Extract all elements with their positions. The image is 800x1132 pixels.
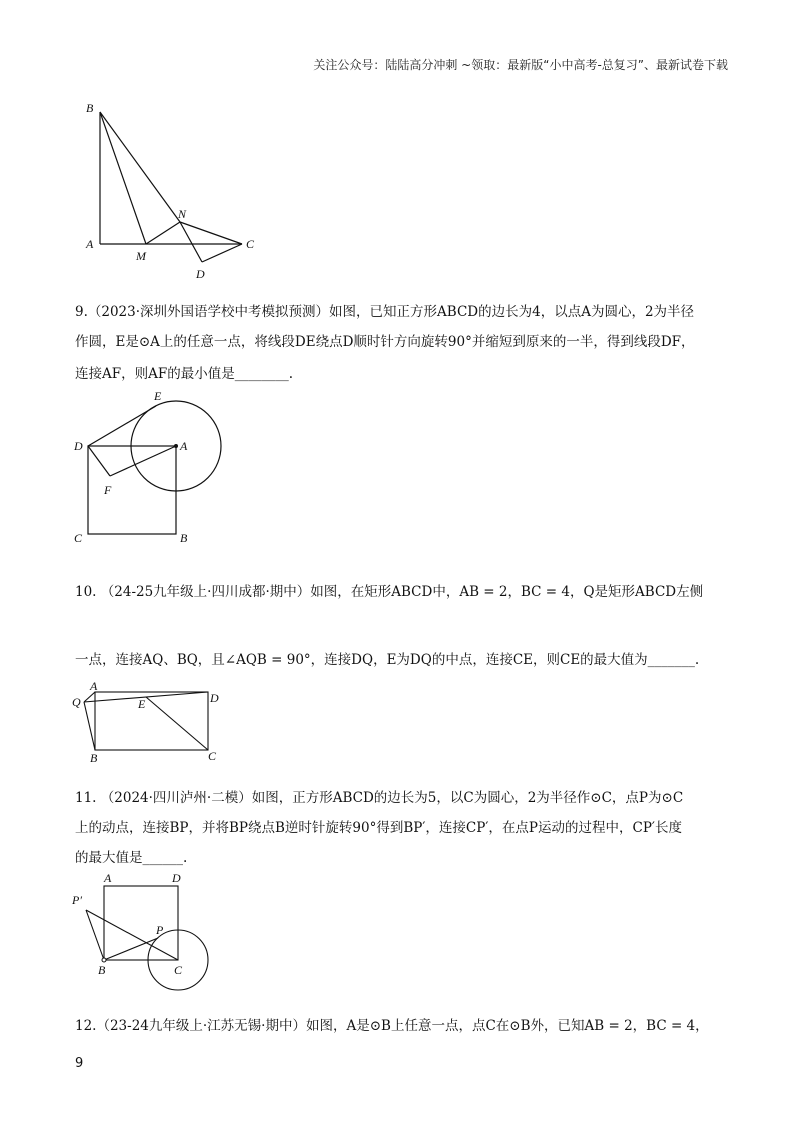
label-M: M	[136, 249, 146, 263]
figure-10	[70, 679, 230, 766]
label-D: D	[196, 267, 205, 281]
label-E: E	[154, 389, 162, 403]
figure-8	[80, 98, 270, 288]
problem-11-line-1: 11. （2024·四川泸州·二模）如图，正方形ABCD的边长为5，以C为圆心，2为半径作⊙C，点P为⊙C	[75, 790, 684, 806]
label-D: D	[172, 871, 181, 885]
label-F: F	[104, 483, 112, 497]
label-B: B	[90, 751, 98, 765]
problem-10-line-1: 10. （24-25九年级上·四川成都·期中）如图，在矩形ABCD中，AB = 2，BC = 4，Q是矩形ABCD左侧	[75, 584, 704, 600]
label-D: D	[74, 439, 83, 453]
label-A: A	[90, 679, 98, 693]
problem-9-line-1: 9.（2023·深圳外国语学校中考模拟预测）如图，已知正方形ABCD的边长为4，以点A为圆心，2为半径	[75, 304, 695, 320]
label-P: P	[156, 923, 164, 937]
label-A: A	[86, 237, 94, 251]
label-B: B	[98, 963, 106, 977]
label-Q: Q	[72, 695, 81, 709]
problem-10-line-2: 一点，连接AQ、BQ，且∠AQB = 90°，连接DQ，E为DQ的中点，连接CE，则CE的最大值为_______.	[75, 652, 700, 668]
label-B: B	[180, 531, 188, 545]
page-number: 9	[75, 1056, 84, 1071]
page-header: 关注公众号：陆陆高分冲刺 ~领取：最新版“小中高考-总复习”、最新试卷下载	[313, 58, 728, 72]
label-C: C	[174, 963, 183, 977]
problem-11-line-3: 的最大值是______.	[75, 850, 188, 866]
label-A: A	[180, 439, 188, 453]
label-C: C	[74, 531, 83, 545]
label-E: E	[138, 697, 146, 711]
problem-9-line-3: 连接AF，则AF的最小值是________.	[75, 366, 294, 382]
label-D: D	[210, 691, 219, 705]
figure-11	[70, 872, 230, 996]
problem-9-line-2: 作圆，E是⊙A上的任意一点，将线段DE绕点D顺时针方向旋转90°并缩短到原来的一半，得到线段DF，	[75, 334, 695, 350]
label-C: C	[246, 237, 255, 251]
figure-9	[70, 390, 230, 550]
label-B: B	[86, 101, 94, 115]
label-C: C	[208, 749, 217, 763]
label-P-prime: P′	[72, 893, 82, 907]
problem-12-line-1: 12.（23-24九年级上·江苏无锡·期中）如图，A是⊙B上任意一点，点C在⊙B外，已知AB = 2，BC = 4，	[75, 1018, 709, 1034]
label-A: A	[104, 871, 112, 885]
label-N: N	[178, 207, 187, 221]
problem-11-line-2: 上的动点，连接BP，并将BP绕点B逆时针旋转90°得到BP′，连接CP′，在点P运动的过程中，CP′长度	[75, 820, 682, 836]
